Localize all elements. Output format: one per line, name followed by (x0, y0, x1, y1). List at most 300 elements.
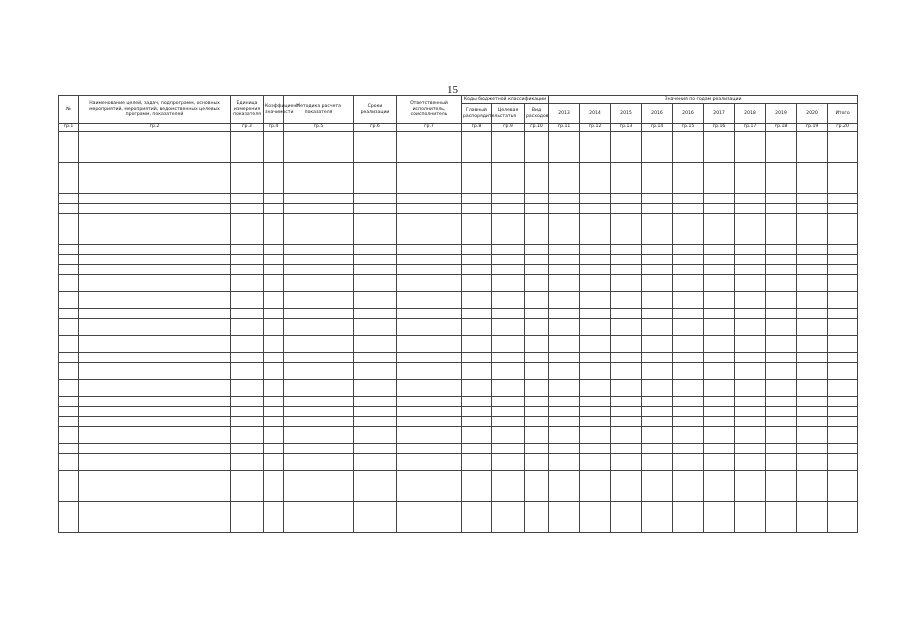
table-cell (828, 336, 858, 353)
header-grbs: Главный распорядитель (462, 104, 492, 124)
table-cell (59, 427, 79, 444)
table-cell (611, 427, 642, 444)
table-cell (284, 444, 354, 454)
table-cell (704, 444, 735, 454)
table-cell (79, 214, 231, 245)
table-cell (284, 204, 354, 214)
table-cell (828, 417, 858, 427)
table-cell (231, 471, 264, 502)
table-cell (462, 407, 492, 417)
table-cell (549, 255, 580, 265)
table-cell (580, 309, 611, 319)
table-cell (828, 407, 858, 417)
table-cell (766, 397, 797, 407)
table-cell (231, 417, 264, 427)
table-cell (397, 417, 462, 427)
table-cell (673, 292, 704, 309)
table-cell (735, 502, 766, 533)
table-cell (284, 427, 354, 444)
table-cell (642, 502, 673, 533)
table-cell (642, 265, 673, 275)
table-cell (525, 275, 549, 292)
table-cell (462, 255, 492, 265)
table-cell (797, 417, 828, 427)
table-cell (828, 427, 858, 444)
table-cell (462, 204, 492, 214)
table-cell (231, 397, 264, 407)
table-cell (673, 336, 704, 353)
table-cell (462, 163, 492, 194)
table-cell (642, 454, 673, 471)
table-cell (642, 397, 673, 407)
table-cell (525, 336, 549, 353)
table-cell (79, 255, 231, 265)
table-cell (735, 397, 766, 407)
table-cell (59, 502, 79, 533)
table-cell (231, 407, 264, 417)
table-cell (673, 353, 704, 363)
table-cell (59, 471, 79, 502)
table-cell (797, 275, 828, 292)
header-unit: Единица измерения показателя (231, 96, 264, 124)
table-cell (492, 255, 525, 265)
table-cell (766, 417, 797, 427)
table-cell (704, 204, 735, 214)
table-cell (766, 194, 797, 204)
table-cell (231, 319, 264, 336)
table-cell (264, 417, 284, 427)
table-cell (642, 363, 673, 380)
table-cell (549, 204, 580, 214)
table-row (59, 309, 858, 319)
table-cell (79, 471, 231, 502)
table-cell (673, 363, 704, 380)
table-cell (673, 407, 704, 417)
program-table (58, 95, 858, 533)
table-cell (828, 454, 858, 471)
table-cell (354, 502, 397, 533)
table-cell (735, 194, 766, 204)
table-cell (797, 245, 828, 255)
table-cell (580, 427, 611, 444)
table-cell (828, 163, 858, 194)
table-cell (580, 132, 611, 163)
table-cell (79, 163, 231, 194)
table-cell (284, 407, 354, 417)
table-cell (59, 163, 79, 194)
table-cell (59, 336, 79, 353)
table-cell (797, 194, 828, 204)
header-year: 2014 (580, 104, 611, 124)
table-cell (231, 353, 264, 363)
table-cell (264, 471, 284, 502)
table-cell (79, 427, 231, 444)
table-cell (492, 397, 525, 407)
table-cell (231, 427, 264, 444)
table-cell (704, 265, 735, 275)
header-budget-codes: Коды бюджетной классификации (462, 96, 549, 104)
table-cell (79, 319, 231, 336)
table-cell (642, 380, 673, 397)
table-cell (611, 292, 642, 309)
table-row (59, 471, 858, 502)
table-cell (766, 427, 797, 444)
table-cell (828, 204, 858, 214)
table-cell (580, 194, 611, 204)
table-cell (59, 265, 79, 275)
table-cell (642, 336, 673, 353)
table-cell (397, 265, 462, 275)
table-cell (231, 363, 264, 380)
table-cell (580, 353, 611, 363)
table-cell (462, 309, 492, 319)
table-cell (642, 275, 673, 292)
table-cell (231, 292, 264, 309)
table-cell (611, 255, 642, 265)
table-row (59, 353, 858, 363)
table-cell (397, 397, 462, 407)
table-cell (735, 309, 766, 319)
table-cell (264, 292, 284, 309)
table-cell (492, 132, 525, 163)
table-cell (397, 444, 462, 454)
table-cell (797, 397, 828, 407)
table-cell (462, 265, 492, 275)
table-cell (549, 417, 580, 427)
table-cell (549, 363, 580, 380)
table-cell (673, 319, 704, 336)
table-cell (704, 353, 735, 363)
table-cell (59, 214, 79, 245)
table-cell (492, 204, 525, 214)
table-cell (611, 275, 642, 292)
table-cell (580, 163, 611, 194)
table-cell (264, 502, 284, 533)
table-cell (828, 309, 858, 319)
table-row (59, 292, 858, 309)
table-cell (580, 502, 611, 533)
table-cell (549, 194, 580, 204)
table-cell (264, 245, 284, 255)
table-cell (828, 255, 858, 265)
table-cell (492, 502, 525, 533)
table-cell (492, 353, 525, 363)
table-cell (59, 397, 79, 407)
table-cell (611, 309, 642, 319)
table-cell (735, 471, 766, 502)
table-cell (735, 380, 766, 397)
table-cell (397, 132, 462, 163)
table-cell (284, 353, 354, 363)
table-cell (549, 265, 580, 275)
table-cell (580, 265, 611, 275)
table-row (59, 336, 858, 353)
table-row (59, 214, 858, 245)
table-cell (828, 353, 858, 363)
table-cell (354, 336, 397, 353)
table-cell (611, 163, 642, 194)
table-cell (673, 255, 704, 265)
table-cell (462, 502, 492, 533)
table-cell (673, 132, 704, 163)
table-cell (462, 427, 492, 444)
table-cell (797, 163, 828, 194)
table-cell (580, 397, 611, 407)
table-cell (284, 214, 354, 245)
table-cell (611, 204, 642, 214)
table-cell (642, 245, 673, 255)
table-cell (59, 309, 79, 319)
table-cell (766, 292, 797, 309)
table-row (59, 245, 858, 255)
table-cell (673, 417, 704, 427)
header-executor: Ответственный исполнитель, соисполнитель (397, 96, 462, 124)
table-cell (284, 194, 354, 204)
table-cell (642, 407, 673, 417)
table-cell (354, 309, 397, 319)
table-cell (525, 292, 549, 309)
header-year: 2013 (549, 104, 580, 124)
table-cell (231, 245, 264, 255)
table-row (59, 454, 858, 471)
table-cell (828, 214, 858, 245)
table-cell (59, 380, 79, 397)
table-cell (59, 444, 79, 454)
table-cell (354, 245, 397, 255)
table-cell (525, 407, 549, 417)
table-cell (284, 132, 354, 163)
table-cell (766, 255, 797, 265)
table-cell (549, 309, 580, 319)
table-cell (549, 275, 580, 292)
table-cell (766, 471, 797, 502)
table-cell (397, 407, 462, 417)
table-cell (59, 255, 79, 265)
header-year: 2019 (766, 104, 797, 124)
table-cell (59, 132, 79, 163)
table-cell (673, 380, 704, 397)
table-cell (79, 444, 231, 454)
table-cell (828, 444, 858, 454)
table-cell (580, 245, 611, 255)
table-cell (580, 255, 611, 265)
header-coef: Коэффициент значимости (264, 96, 284, 124)
table-cell (397, 380, 462, 397)
table-cell (673, 502, 704, 533)
table-cell (492, 194, 525, 204)
table-cell (354, 255, 397, 265)
table-cell (462, 275, 492, 292)
table-cell (397, 353, 462, 363)
table-cell (735, 427, 766, 444)
table-cell (673, 397, 704, 407)
table-cell (231, 255, 264, 265)
table-cell (354, 214, 397, 245)
table-cell (735, 265, 766, 275)
table-cell (611, 444, 642, 454)
table-cell (766, 363, 797, 380)
table-cell (642, 417, 673, 427)
table-cell (492, 363, 525, 380)
table-cell (642, 471, 673, 502)
header-target: Целевая статья (492, 104, 525, 124)
table-cell (828, 502, 858, 533)
table-cell (264, 255, 284, 265)
table-cell (525, 427, 549, 444)
table-cell (492, 309, 525, 319)
table-cell (354, 471, 397, 502)
table-cell (704, 336, 735, 353)
table-cell (549, 407, 580, 417)
table-cell (79, 454, 231, 471)
table-cell (549, 380, 580, 397)
header-year: 2017 (704, 104, 735, 124)
table-cell (525, 194, 549, 204)
table-cell (397, 502, 462, 533)
table-cell (354, 132, 397, 163)
table-cell (284, 292, 354, 309)
table-cell (704, 292, 735, 309)
table-cell (462, 471, 492, 502)
table-cell (79, 336, 231, 353)
table-cell (673, 245, 704, 255)
table-cell (642, 194, 673, 204)
table-cell (397, 194, 462, 204)
table-cell (525, 363, 549, 380)
table-cell (231, 454, 264, 471)
header-year: 2018 (735, 104, 766, 124)
table-cell (397, 454, 462, 471)
table-cell (828, 265, 858, 275)
table-cell (79, 245, 231, 255)
table-cell (354, 194, 397, 204)
table-cell (397, 427, 462, 444)
table-cell (828, 319, 858, 336)
table-cell (642, 292, 673, 309)
table-cell (462, 245, 492, 255)
table-cell (673, 444, 704, 454)
table-cell (231, 502, 264, 533)
table-cell (673, 214, 704, 245)
table-cell (797, 204, 828, 214)
table-cell (735, 363, 766, 380)
table-cell (673, 265, 704, 275)
table-cell (797, 265, 828, 275)
table-cell (704, 454, 735, 471)
header-total: Итого (828, 104, 858, 124)
table-cell (704, 319, 735, 336)
table-cell (462, 363, 492, 380)
table-cell (549, 502, 580, 533)
table-cell (231, 275, 264, 292)
table-cell (492, 275, 525, 292)
table-cell (580, 471, 611, 502)
table-cell (231, 163, 264, 194)
table-cell (79, 265, 231, 275)
table-cell (828, 194, 858, 204)
table-cell (492, 454, 525, 471)
table-cell (397, 255, 462, 265)
header-year: 2015 (611, 104, 642, 124)
table-row (59, 407, 858, 417)
table-cell (79, 417, 231, 427)
table-cell (397, 471, 462, 502)
table-cell (828, 380, 858, 397)
table-cell (735, 407, 766, 417)
table-row (59, 255, 858, 265)
table-cell (525, 255, 549, 265)
table-cell (580, 454, 611, 471)
table-cell (735, 319, 766, 336)
table-cell (525, 471, 549, 502)
table-cell (492, 265, 525, 275)
table-cell (231, 309, 264, 319)
table-cell (704, 163, 735, 194)
table-cell (264, 380, 284, 397)
table-cell (59, 353, 79, 363)
table-cell (231, 444, 264, 454)
table-cell (673, 427, 704, 444)
table-cell (525, 214, 549, 245)
table-cell (264, 163, 284, 194)
table-cell (462, 380, 492, 397)
table-cell (284, 245, 354, 255)
table-cell (611, 363, 642, 380)
table-cell (611, 336, 642, 353)
table-cell (704, 214, 735, 245)
table-cell (492, 471, 525, 502)
table-cell (549, 292, 580, 309)
table-cell (525, 265, 549, 275)
table-cell (797, 502, 828, 533)
table-cell (284, 380, 354, 397)
table-cell (492, 427, 525, 444)
table-cell (284, 502, 354, 533)
table-cell (580, 407, 611, 417)
table-cell (525, 454, 549, 471)
table-cell (79, 292, 231, 309)
table-cell (704, 502, 735, 533)
table-cell (797, 444, 828, 454)
table-cell (549, 214, 580, 245)
table-cell (580, 380, 611, 397)
table-cell (462, 417, 492, 427)
table-cell (673, 454, 704, 471)
table-cell (284, 255, 354, 265)
table-cell (735, 454, 766, 471)
table-cell (673, 309, 704, 319)
table-cell (354, 363, 397, 380)
table-cell (79, 397, 231, 407)
table-cell (642, 427, 673, 444)
table-cell (704, 380, 735, 397)
table-cell (766, 444, 797, 454)
table-row (59, 163, 858, 194)
header-name: Наименование целей, задач, подпрограмм, основных мероприятий, мероприятий, ведомственных целевых программ, показателей (79, 96, 231, 124)
table-cell (354, 454, 397, 471)
table-cell (231, 204, 264, 214)
table-cell (397, 245, 462, 255)
table-cell (797, 427, 828, 444)
table-cell (766, 265, 797, 275)
table-cell (580, 336, 611, 353)
table-cell (797, 309, 828, 319)
table-cell (735, 292, 766, 309)
table-row (59, 417, 858, 427)
table-cell (766, 275, 797, 292)
table-cell (580, 417, 611, 427)
table-cell (642, 444, 673, 454)
